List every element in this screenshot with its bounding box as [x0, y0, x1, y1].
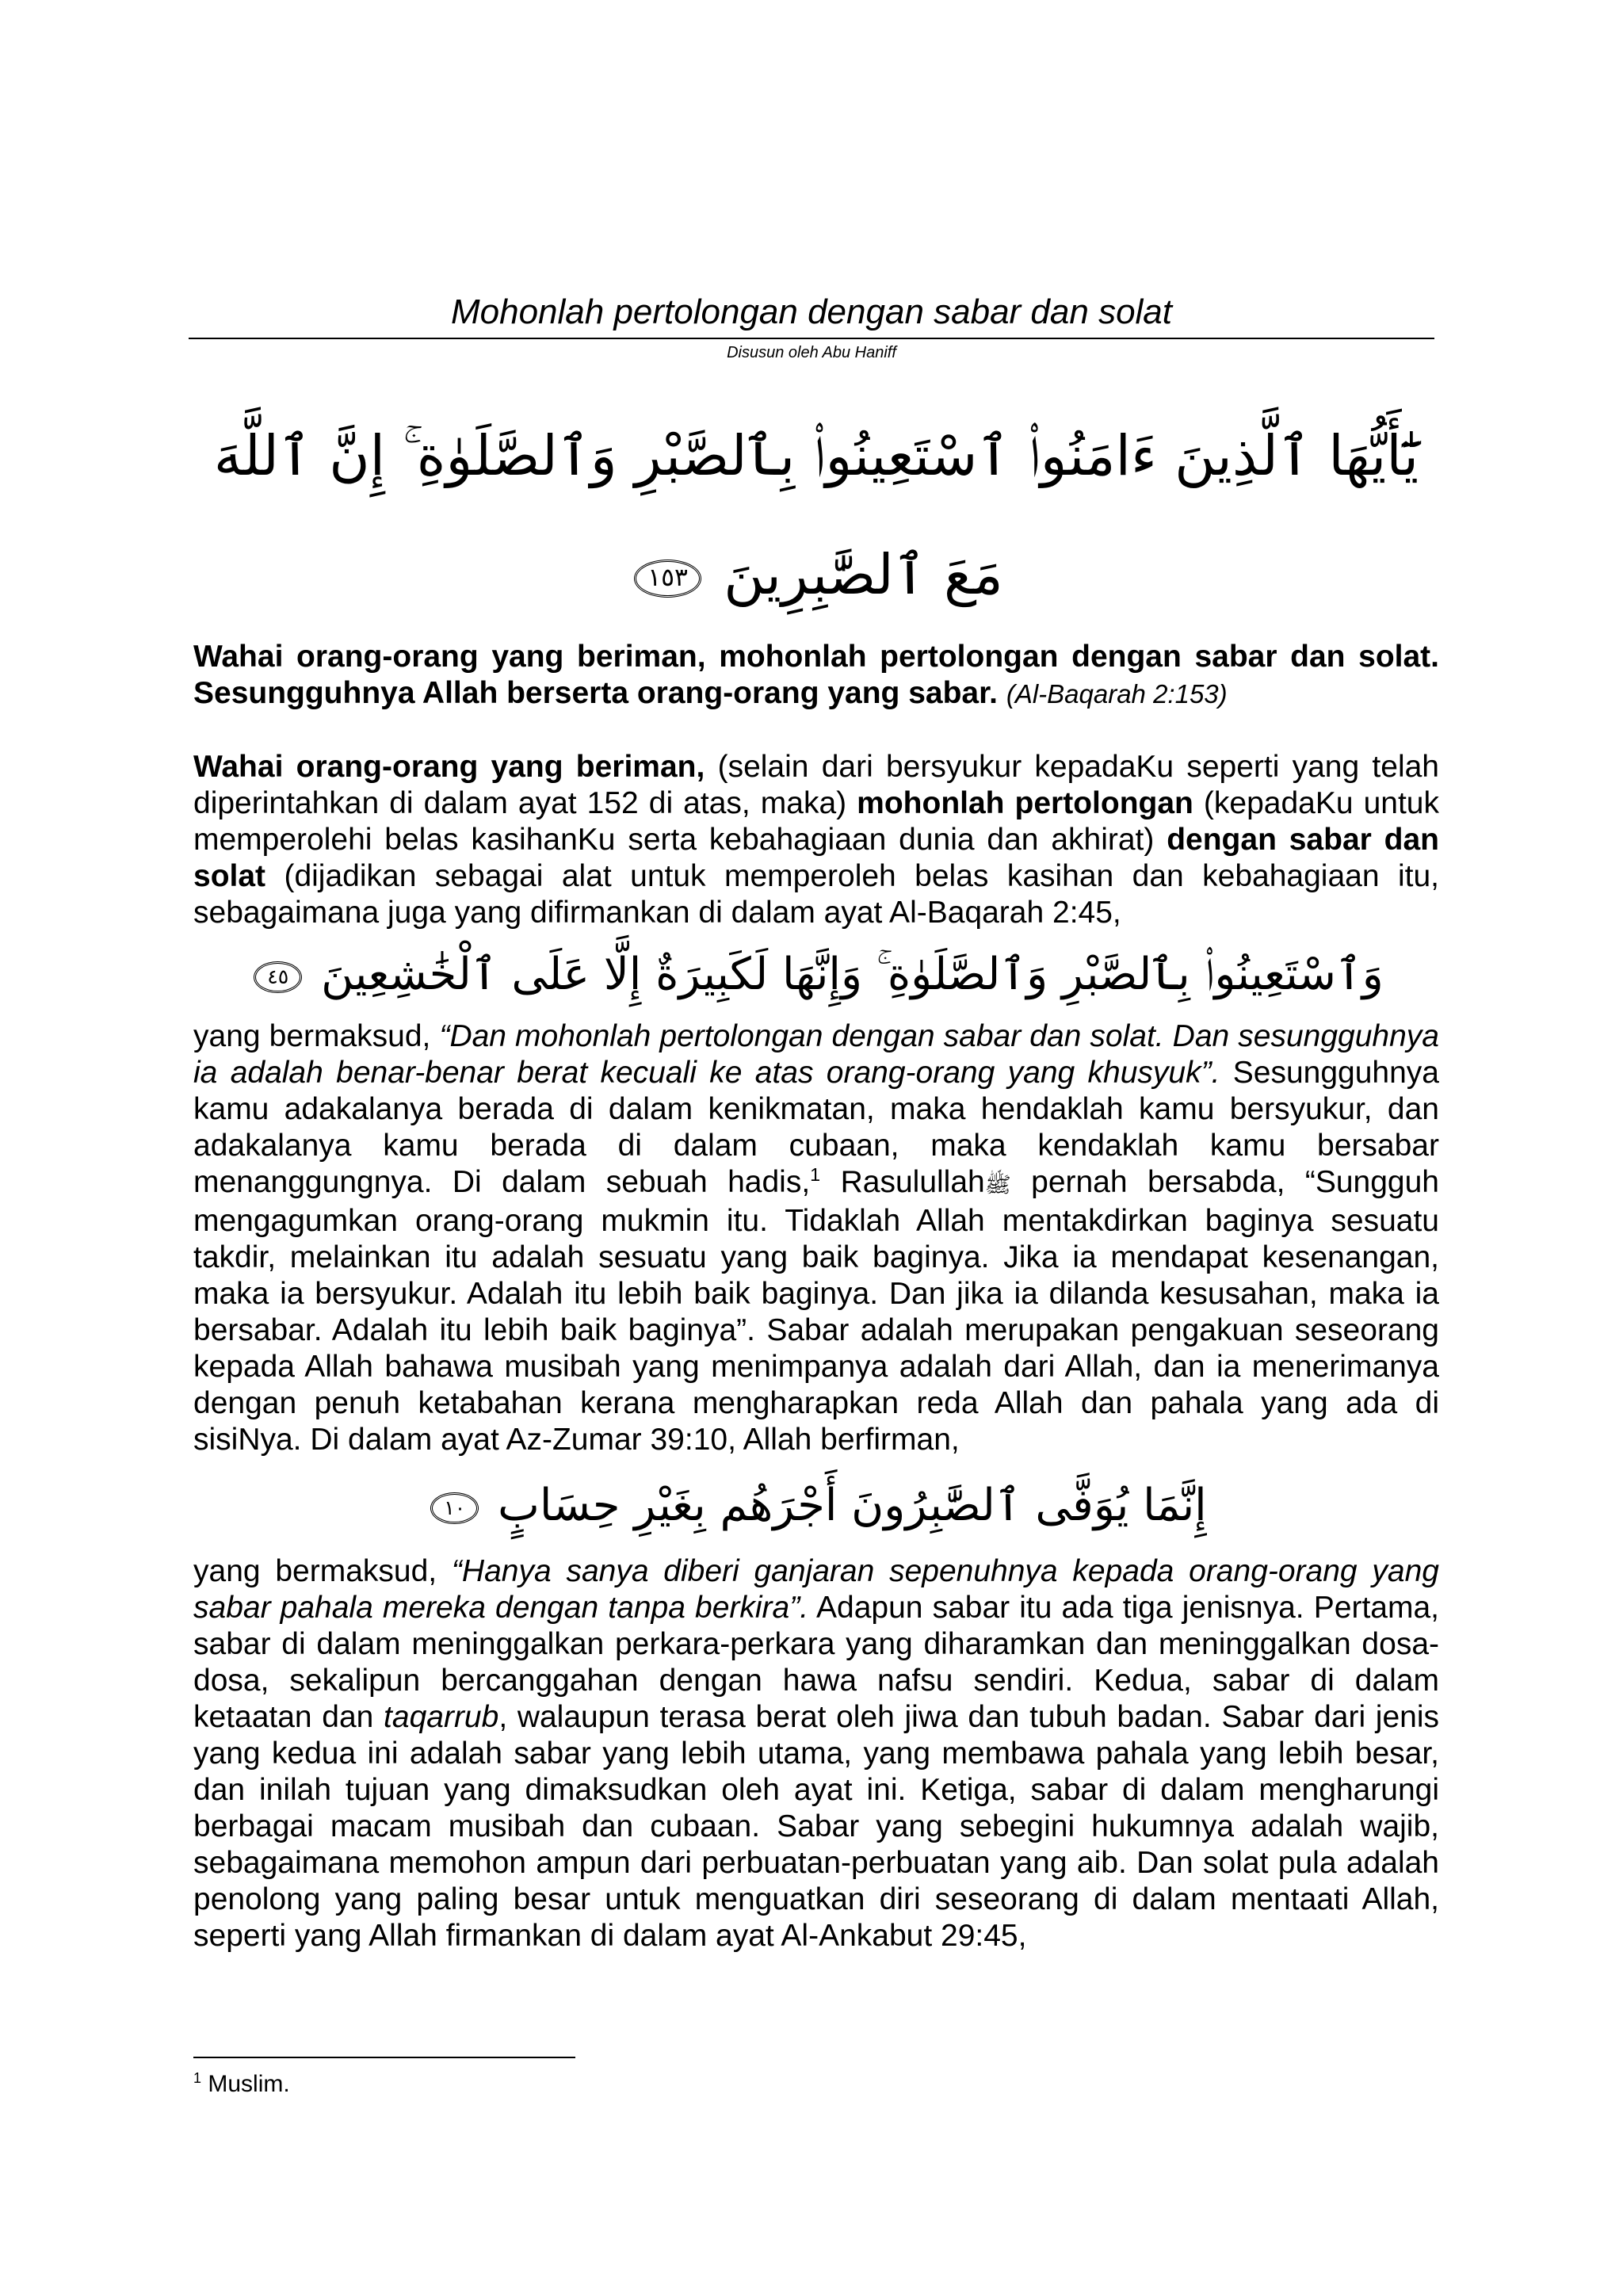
commentary-paragraph-3: [193, 1553, 1439, 1954]
arabic-verse-az-zumar-10: [193, 1458, 1439, 1553]
text-run: (selain dari bersyukur kepadaKu seperti yang telah diperintahkan di dalam ayat 152 di atas, maka): [193, 750, 1439, 820]
text-run: Rasulullah: [820, 1165, 985, 1199]
bold-phrase: Wahai orang-orang yang beriman,: [193, 750, 705, 784]
arabic-verse-text: يَٰٓأَيُّهَا ٱلَّذِينَ ءَامَنُوا۟ ٱسْتَعِينُوا۟ بِٱلصَّبْرِ وَٱلصَّلَوٰةِ ۚ إِنَّ ٱللَّهَ مَعَ ٱلصَّٰبِرِينَ: [213, 423, 1419, 607]
text-run: yang bermaksud,: [193, 1554, 452, 1588]
paragraph-gap: [193, 712, 1439, 749]
arabic-verse-text: وَٱسْتَعِينُوا۟ بِٱلصَّبْرِ وَٱلصَّلَوٰةِ ۚ وَإِنَّهَا لَكَبِيرَةٌ إِلَّا عَلَى ٱلْخَٰشِعِينَ: [321, 949, 1384, 1000]
text-run: Adapun sabar itu ada tiga jenisnya. Pertama, sabar di dalam meninggalkan perkara-perkara yang diharamkan dan meninggalkan dosa-dosa, sekalipun bercanggahan dengan hawa nafsu sendiri. Kedua, sabar di dalam ketaatan dan: [193, 1591, 1439, 1734]
italic-term: taqarrub: [384, 1700, 499, 1734]
text-run: yang bermaksud,: [193, 1019, 440, 1053]
author-line: Disusun oleh Abu Haniff: [727, 344, 896, 361]
italic-quote: “Hanya sanya diberi ganjaran sepenuhnya kepada orang-orang yang sabar pahala mereka dengan tanpa berkira”.: [193, 1554, 1439, 1625]
text-run: (kepadaKu untuk memperolehi belas kasihanKu serta kebahagiaan dunia dan akhirat): [193, 786, 1439, 857]
footnote-number: 1: [193, 2070, 202, 2086]
footnote-reference: 1: [810, 1164, 821, 1185]
salawat-symbol: ﷺ: [984, 1172, 1011, 1197]
commentary-paragraph-2: [193, 1018, 1439, 1458]
arabic-verse-al-baqarah-153: [193, 396, 1439, 634]
page-header: [189, 290, 1434, 363]
text-run: Sesungguhnya kamu adakalanya berada di dalam kenikmatan, maka hendaklah kamu bersyukur, dan adakalanya kamu berada di dalam cubaan, maka kendaklah kamu bersabar menanggungnya. Di dalam sebuah hadis,: [193, 1056, 1439, 1199]
commentary-paragraph-1: [193, 749, 1439, 931]
italic-quote: “Dan mohonlah pertolongan dengan sabar dan solat. Dan sesungguhnya ia adalah benar-benar berat kecuali ke atas orang-orang yang khusyuk”.: [193, 1019, 1439, 1090]
text-run: pernah bersabda, “Sungguh mengagumkan orang-orang mukmin itu. Tidaklah Allah mentakdirkan baginya sesuatu takdir, melainkan itu adalah sesuatu yang baik baginya. Jika ia mendapat kesenangan, maka ia bersyukur. Adalah itu lebih baik baginya. Dan jika ia dilanda kesusahan, maka ia bersabar. Adalah itu lebih baik baginya”. Sabar adalah merupakan pengakuan seseorang kepada Allah bahawa musibah yang menimpanya adalah dari Allah, dan ia menerimanya dengan penuh ketabahan kerana mengharapkan reda Allah dan pahala yang ada di sisiNya. Di dalam ayat Az-Zumar 39:10, Allah berfirman,: [193, 1165, 1440, 1457]
text-run: (dijadikan sebagai alat untuk memperoleh belas kasihan dan kebahagiaan itu, sebagaimana juga yang difirmankan di dalam ayat Al-Baqarah 2:45,: [193, 859, 1439, 930]
main-content: [193, 396, 1439, 1954]
ayah-number-marker: ١٥٣: [634, 560, 701, 598]
page-title: Mohonlah pertolongan dengan sabar dan solat: [189, 290, 1434, 339]
arabic-verse-al-baqarah-45: [193, 931, 1439, 1018]
footnote-divider: [193, 2057, 575, 2058]
arabic-verse-text: إِنَّمَا يُوَفَّى ٱلصَّٰبِرُونَ أَجْرَهُم بِغَيْرِ حِسَابٍ: [498, 1480, 1207, 1531]
footnote: [193, 2069, 290, 2100]
footnote-text: Muslim.: [201, 2071, 290, 2097]
ayah-number-marker: ١٠: [430, 1492, 479, 1524]
ayah-number-marker: ٤٥: [254, 961, 302, 993]
bold-phrase: dengan sabar dan solat: [193, 823, 1439, 893]
bold-phrase: mohonlah pertolongan: [857, 786, 1193, 820]
verse-reference: (Al-Baqarah 2:153): [1006, 679, 1228, 709]
text-run: , walaupun terasa berat oleh jiwa dan tubuh badan. Sabar dari jenis yang kedua ini adalah sabar yang lebih utama, yang membawa pahala yang lebih besar, dan inilah tujuan yang dimaksudkan oleh ayat ini. Ketiga, sabar di dalam mengharungi berbagai macam musibah dan cubaan. Sabar yang sebegini hukumnya adalah wajib, sebagaimana memohon ampun dari perbuatan-perbuatan yang aib. Dan solat pula adalah penolong yang paling besar untuk menguatkan diri seseorang di dalam mentaati Allah, seperti yang Allah firmankan di dalam ayat Al-Ankabut 29:45,: [193, 1700, 1439, 1953]
verse-translation: [193, 639, 1439, 712]
translation-text: Wahai orang-orang yang beriman, mohonlah pertolongan dengan sabar dan solat. Sesungguhnya Allah berserta orang-orang yang sabar.: [193, 640, 1439, 710]
